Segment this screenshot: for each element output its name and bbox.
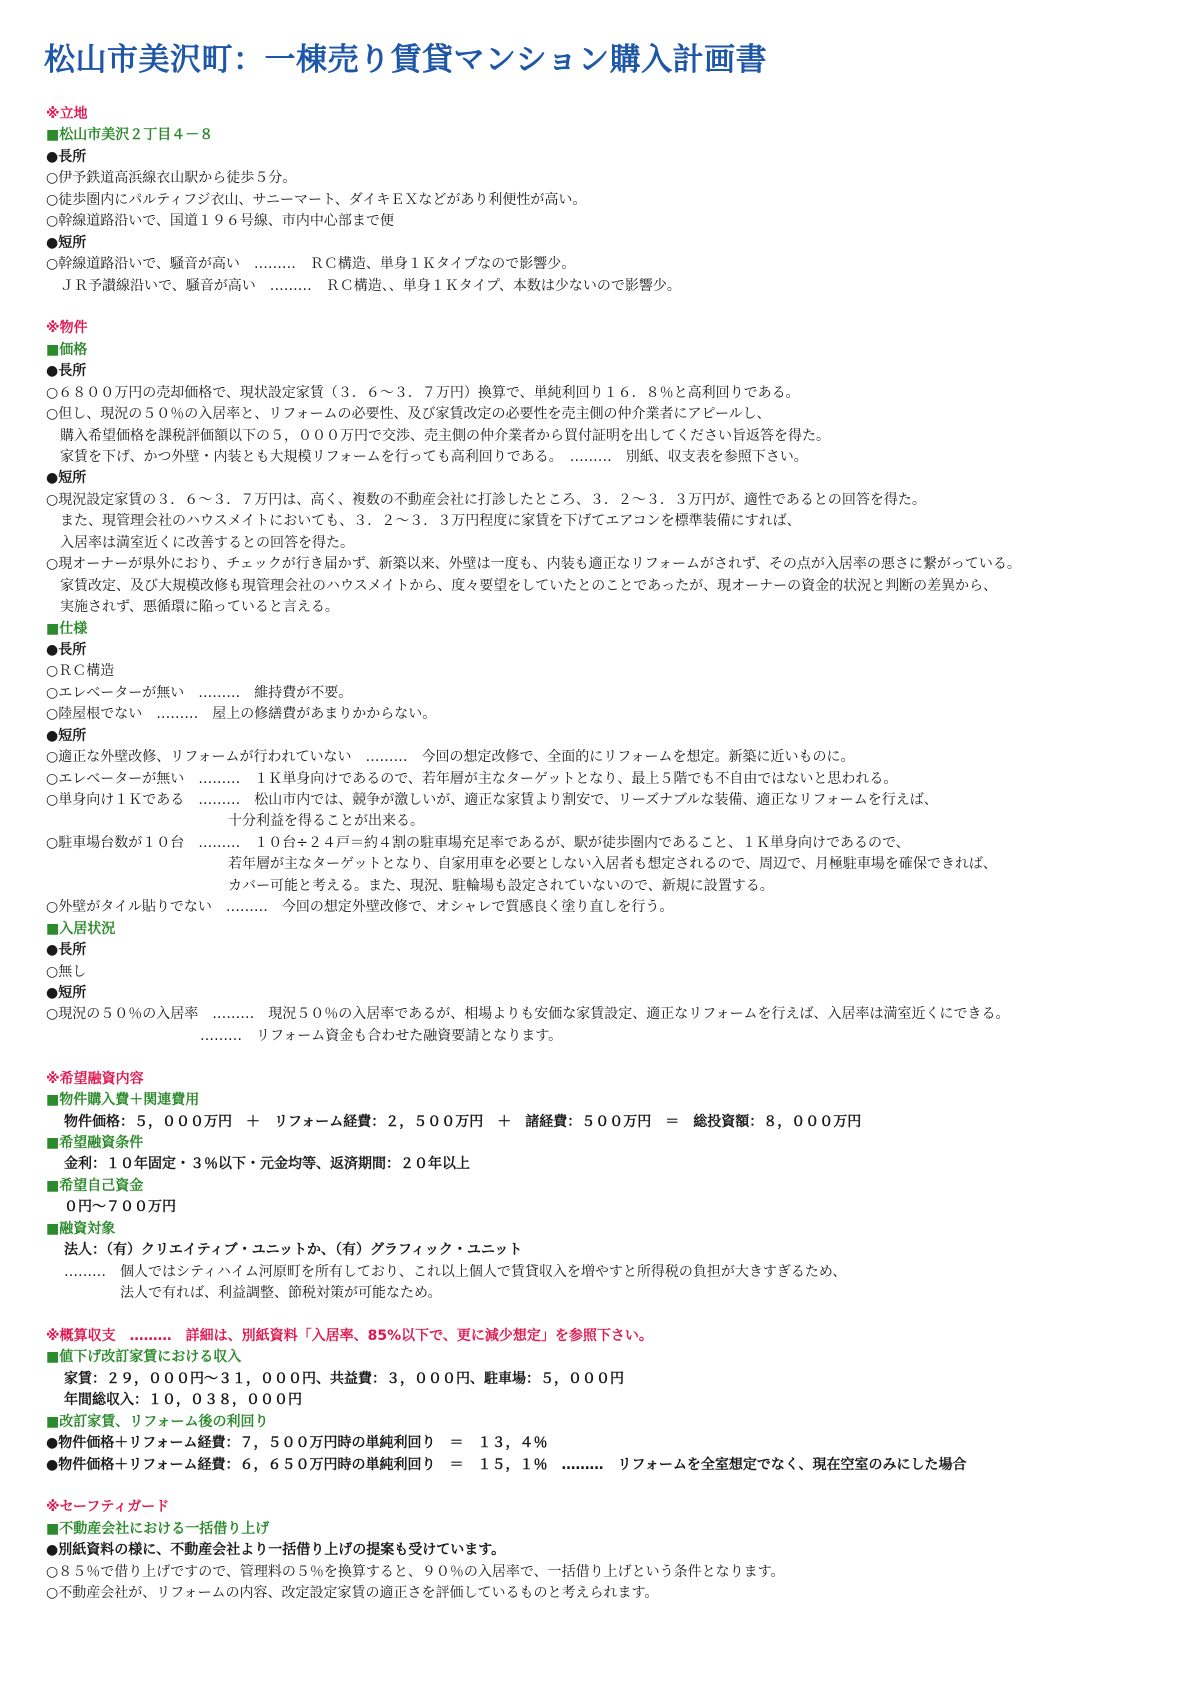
- detail-line: 年間総収入：１０，０３８，０００円: [64, 1392, 302, 1409]
- text-line: 若年層が主なターゲットとなり、自家用車を必要としない入居者も想定されるので、周辺で、月極駐車場を確保できれば、: [46, 856, 997, 873]
- text-line: カバー可能と考える。また、現況、駐輪場も設定されていないので、新規に設置する。: [46, 877, 774, 894]
- text-line: ○現オーナーが県外におり、チェックが行き届かず、新築以来、外壁は一度も、内装も適正なリフォームがされず、その点が入居率の悪さに繋がっている。: [46, 556, 1021, 573]
- bullet-heading: ●物件価格＋リフォーム経費：６，６５０万円時の単純利回り ＝ １５，１％ ……… リフォームを全室想定でなく、現在空室のみにした場合: [46, 1456, 967, 1473]
- section-heading: ※立地: [46, 106, 88, 122]
- document-title: 松山市美沢町：一棟売り賃貸マンション購入計画書: [44, 42, 768, 78]
- text-line: また、現管理会社のハウスメイトにおいても、３．２～３．３万円程度に家賃を下げてエアコンを標準装備にすれば、: [46, 513, 801, 530]
- bullet-heading: ●短所: [46, 984, 87, 1001]
- subsection-heading: ■入居状況: [46, 920, 116, 937]
- spacer: [46, 1305, 1176, 1326]
- subsection-heading: ■希望融資条件: [46, 1135, 144, 1151]
- text-line: 家賃を下げ、かつ外壁・内装とも大規模リフォームを行っても高利回りである。 ……… 別紙、収支表を参照下さい。: [46, 449, 808, 465]
- text-line: ○６８００万円の売却価格で、現状設定家賃（３．６～３．７万円）換算で、単純利回り１６．８％と高利回りである。: [46, 384, 800, 401]
- text-line: 十分利益を得ることが出来る。: [46, 813, 424, 830]
- bullet-heading: ●長所: [46, 942, 87, 959]
- text-line: 家賃改定、及び大規模改修も現管理会社のハウスメイトから、度々要望をしていたとのことであったが、現オーナーの資金的状況と判断の差異から、: [46, 577, 998, 594]
- spacer: [46, 1047, 1176, 1068]
- detail-line: 金利：１０年固定・３％以下・元金均等、返済期間：２０年以上: [64, 1156, 470, 1173]
- detail-line: 物件価格：５，０００万円 ＋ リフォーム経費：２，５００万円 ＋ 諸経費：５００万円 ＝ 総投資額：８，０００万円: [64, 1113, 862, 1130]
- text-line: ○８５％で借り上げですので、管理料の５％を換算すると、９０％の入居率で、一括借り上げという条件となります。: [46, 1563, 785, 1580]
- text-line: ○単身向け１Ｋである ……… 松山市内では、競争が激しいが、適正な家賃より割安で、リーズナブルな装備、適正なリフォームを行えば、: [46, 792, 938, 808]
- text-line: ○現況設定家賃の３．６～３．７万円は、高く、複数の不動産会社に打診したところ、３．２～３．３万円が、適性であるとの回答を得た。: [46, 491, 926, 508]
- subsection-heading: ■改訂家賃、リフォーム後の利回り: [46, 1413, 269, 1430]
- text-line: ○不動産会社が、リフォームの内容、改定設定家賃の適正さを評価しているものと考えられます。: [46, 1585, 659, 1602]
- text-line: ○幹線道路沿いで、騒音が高い ……… ＲＣ構造、単身１Ｋタイプなので影響少。: [46, 256, 576, 273]
- text-line: 入居率は満室近くに改善するとの回答を得た。: [46, 534, 354, 551]
- text-line: ○伊予鉄道高浜線衣山駅から徒歩５分。: [46, 170, 297, 187]
- section-heading: ※概算収支 ……… 詳細は、別紙資料「入居率、85%以下で、更に減少想定」を参照下さい。: [46, 1327, 653, 1344]
- text-line: ○エレベーターが無い ……… １Ｋ単身向けであるので、若年層が主なターゲットとなり、最上５階でも不自由ではないと思われる。: [46, 770, 898, 787]
- bullet-heading: ●物件価格＋リフォーム経費：７，５００万円時の単純利回り ＝ １３，４％: [46, 1435, 548, 1452]
- text-line: ○徒歩圏内にパルティフジ衣山、サニーマート、ダイキＥＸなどがあり利便性が高い。: [46, 191, 587, 208]
- bullet-heading: ●長所: [46, 641, 87, 658]
- subsection-heading: ■値下げ改訂家賃における収入: [46, 1349, 242, 1366]
- section-heading: ※希望融資内容: [46, 1070, 144, 1087]
- spacer: [46, 1476, 1176, 1497]
- detail-line: 家賃：２９，０００円～３１，０００円、共益費：３，０００円、駐車場：５，０００円: [64, 1370, 624, 1387]
- text-line: ○エレベーターが無い ……… 維持費が不要。: [46, 684, 353, 701]
- detail-line: ０円～７００万円: [64, 1199, 176, 1216]
- subsection-heading: ■融資対象: [46, 1220, 116, 1237]
- subsection-heading: ■不動産会社における一括借り上げ: [46, 1520, 270, 1537]
- text-line: ○外壁がタイル貼りでない ……… 今回の想定外壁改修で、オシャレで質感良く塗り直しを行う。: [46, 899, 674, 916]
- bullet-heading: ●短所: [46, 727, 87, 744]
- text-line: ○駐車場台数が１０台 ……… １０台÷２４戸＝約４割の駐車場充足率であるが、駅が徒歩圏内であること、１Ｋ単身向けであるので、: [46, 834, 910, 851]
- bullet-heading: ●長所: [46, 148, 87, 165]
- document-body: [46, 104, 1176, 1605]
- text-line: 購入希望価格を課税評価額以下の５，０００万円で交渉、売主側の仲介業者から買付証明を出してください旨返答を得た。: [46, 427, 830, 444]
- text-line: ○無し: [46, 963, 87, 980]
- text-line: ……… リフォーム資金も合わせた融資要請となります。: [46, 1027, 563, 1044]
- text-line: ……… 個人ではシティハイム河原町を所有しており、これ以上個人で賃貸収入を増やすと所得税の負担が大きすぎるため、: [64, 1263, 847, 1280]
- bullet-heading: ●短所: [46, 234, 87, 251]
- text-line: ○現況の５０％の入居率 ……… 現況５０％の入居率であるが、相場よりも安価な家賃設定、適正なリフォームを行えば、入居率は満室近くにできる。: [46, 1006, 1010, 1023]
- subsection-heading: ■物件購入費＋関連費用: [46, 1092, 200, 1109]
- text-line: ○陸屋根でない ……… 屋上の修繕費があまりかからない。: [46, 706, 437, 723]
- spacer: [46, 297, 1176, 318]
- text-line: ○適正な外壁改修、リフォームが行われていない ……… 今回の想定改修で、全面的にリフォームを想定。新築に近いものに。: [46, 749, 855, 766]
- bullet-heading: ●長所: [46, 363, 87, 380]
- section-heading: ※物件: [46, 320, 88, 337]
- text-line: 法人で有れば、利益調整、節税対策が可能なため。: [64, 1285, 442, 1302]
- text-line: ○ＲＣ構造: [46, 663, 115, 680]
- subsection-heading: ■松山市美沢２丁目４－８: [46, 127, 214, 144]
- text-line: ○幹線道路沿いで、国道１９６号線、市内中心部まで便: [46, 213, 394, 230]
- text-line: 実施されず、悪循環に陥っていると言える。: [46, 599, 339, 616]
- section-heading: ※セーフティガード: [46, 1499, 170, 1516]
- bullet-heading: ●短所: [46, 470, 87, 487]
- subsection-heading: ■価格: [46, 341, 88, 358]
- text-line: ○但し、現況の５０％の入居率と、リフォームの必要性、及び家賃改定の必要性を売主側の仲介業者にアピールし、: [46, 406, 771, 423]
- subsection-heading: ■希望自己資金: [46, 1177, 144, 1194]
- bullet-heading: ●別紙資料の様に、不動産会社より一括借り上げの提案も受けています。: [46, 1542, 506, 1559]
- detail-line: 法人：（有）クリエイティブ・ユニットか、（有）グラフィック・ユニット: [64, 1242, 523, 1259]
- text-line: ＪＲ予讃線沿いで、騒音が高い ……… ＲＣ構造、、単身１Ｋタイプ、本数は少ないので影響少。: [46, 277, 681, 294]
- subsection-heading: ■仕様: [46, 620, 88, 637]
